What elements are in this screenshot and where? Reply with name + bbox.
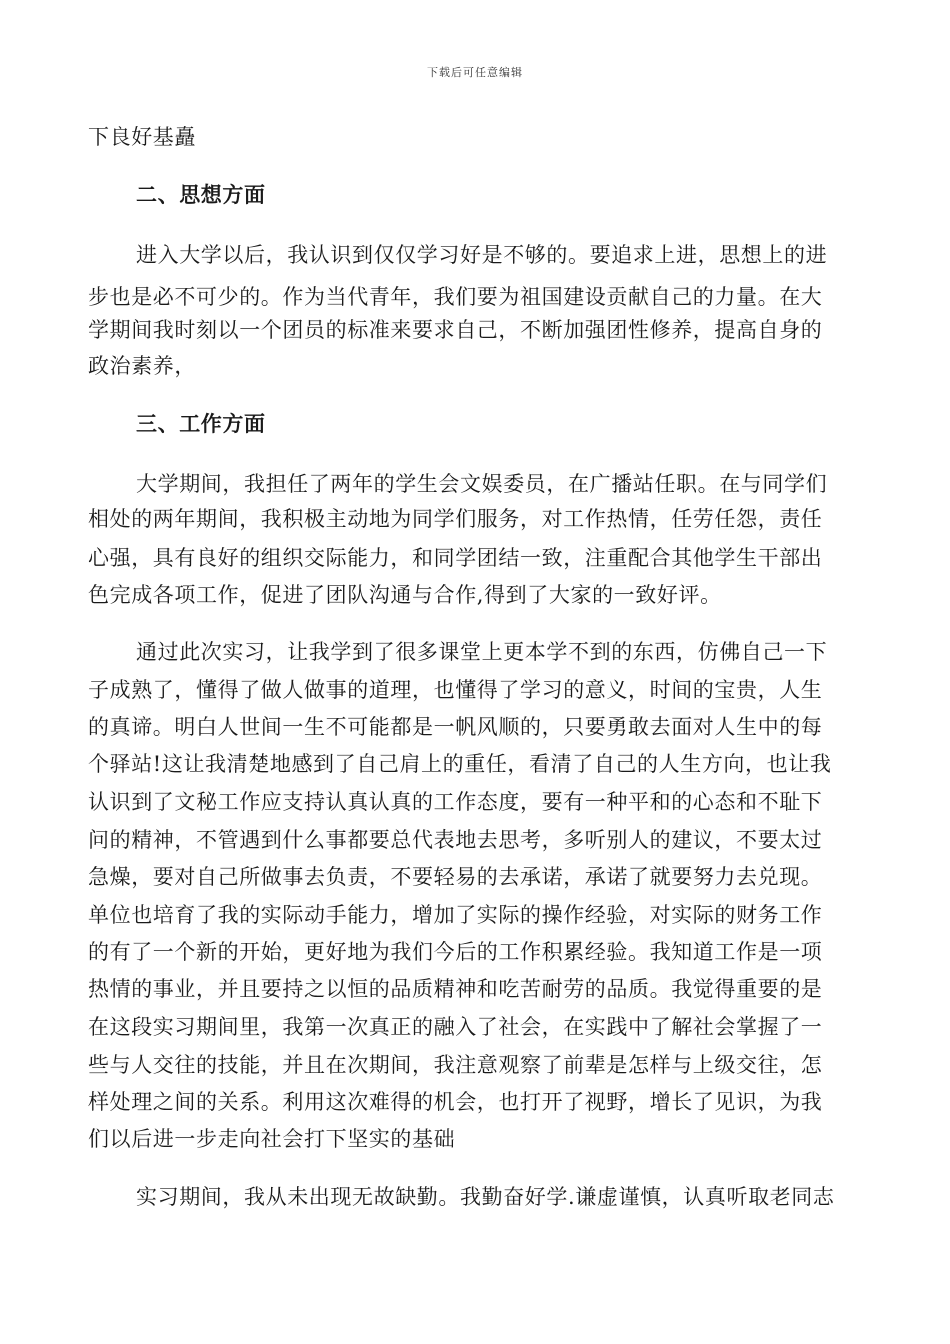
text-line: 问的精神，不管遇到什么事都要总代表地去思考，多听别人的建议，不要太过 [88,828,823,852]
text-line: 步也是必不可少的。作为当代青年，我们要为祖国建设贡献自己的力量。在大 [88,285,823,309]
text-line: 进入大学以后，我认识到仅仅学习好是不够的。要追求上进，思想上的进 [136,243,828,267]
text-line: 单位也培育了我的实际动手能力，增加了实际的操作经验，对实际的财务工作 [88,903,823,927]
text-line: 下良好基矗 [88,125,196,149]
text-line: 热情的事业，并且要持之以恒的品质精神和吃苦耐劳的品质。我觉得重要的是 [88,977,823,1001]
text-line: 们以后进一步走向社会打下坚实的基础 [88,1127,456,1151]
text-line: 急燥，要对自己所做事去负责，不要轻易的去承诺，承诺了就要努力去兑现。 [88,865,823,889]
text-line: 子成熟了，懂得了做人做事的道理，也懂得了学习的意义，时间的宝贵，人生 [88,678,823,702]
text-line: 学期间我时刻以一个团员的标准来要求自己，不断加强团性修养，提高自身的 [88,318,823,342]
text-line: 实习期间，我从未出现无故缺勤。我勤奋好学.谦虚谨慎，认真听取老同志 [136,1185,835,1209]
text-line: 在这段实习期间里，我第一次真正的融入了社会，在实践中了解社会掌握了一 [88,1015,823,1039]
text-line: 认识到了文秘工作应支持认真认真的工作态度，要有一种平和的心态和不耻下 [88,790,823,814]
text-line: 大学期间，我担任了两年的学生会文娱委员，在广播站任职。在与同学们 [136,472,828,496]
section-heading-thought: 二、思想方面 [136,182,266,207]
text-line: 通过此次实习，让我学到了很多课堂上更本学不到的东西，仿佛自己一下 [136,640,828,664]
text-line: 样处理之间的关系。利用这次难得的机会，也打开了视野，增长了见识，为我 [88,1090,823,1114]
text-line: 的有了一个新的开始，更好地为我们今后的工作积累经验。我知道工作是一项 [88,940,823,964]
text-line: 政治素养， [88,354,196,378]
text-line: 个驿站!这让我清楚地感到了自己肩上的重任，看清了自己的人生方向，也让我 [88,752,832,776]
text-line: 色完成各项工作，促进了团队沟通与合作,得到了大家的一致好评。 [88,583,722,607]
text-line: 些与人交往的技能，并且在次期间，我注意观察了前辈是怎样与上级交往，怎 [88,1053,823,1077]
text-line: 相处的两年期间，我积极主动地为同学们服务，对工作热情，任劳任怨，责任 [88,507,823,531]
text-line: 的真谛。明白人世间一生不可能都是一帆风顺的，只要勇敢去面对人生中的每 [88,715,823,739]
page-header: 下载后可任意编辑 [427,66,523,79]
text-line: 心强，具有良好的组织交际能力，和同学团结一致，注重配合其他学生干部出 [88,546,823,570]
section-heading-work: 三、工作方面 [136,411,266,436]
